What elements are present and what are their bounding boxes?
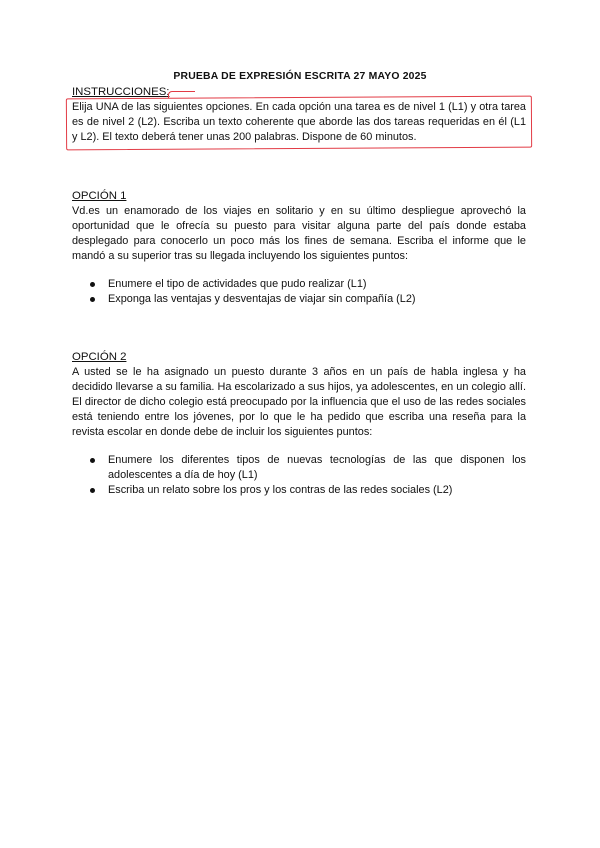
bullet-text: Enumere el tipo de actividades que pudo realizar (L1) bbox=[108, 278, 367, 290]
bullet-text: Enumere los diferentes tipos de nuevas tecnologías de las que disponen los adolescentes a día de hoy (L1) bbox=[108, 454, 526, 481]
option2-heading: OPCIÓN 2 bbox=[72, 351, 127, 363]
option2-text: A usted se le ha asignado un puesto durante 3 años en un país de habla inglesa y ha decidido llevarse a su familia. Ha escolarizado a sus hijos, ya adolescentes, en un colegio allí. El director de dicho colegio está preocupado por la influencia que el uso de las redes sociales está teniendo entre los jóvenes, por lo que le ha pedido que escriba una reseña para la revista escolar en donde debe de incluir los siguientes puntos: bbox=[72, 366, 526, 438]
instructions-heading bbox=[72, 86, 169, 98]
bullet-text: Escriba un relato sobre los pros y los contras de las redes sociales (L2) bbox=[108, 484, 453, 496]
bullet-icon bbox=[90, 282, 95, 287]
list-item bbox=[72, 483, 526, 498]
option2-bullet-list bbox=[72, 453, 526, 498]
bullet-text: Exponga las ventajas y desventajas de viajar sin compañía (L2) bbox=[108, 293, 416, 305]
option1-bullet-list bbox=[72, 277, 526, 307]
list-item bbox=[72, 292, 526, 307]
page-title: PRUEBA DE EXPRESIÓN ESCRITA 27 MAYO 2025 bbox=[173, 71, 427, 82]
instructions-heading-colon: : bbox=[166, 86, 170, 98]
bullet-icon bbox=[90, 297, 95, 302]
list-item bbox=[72, 453, 526, 483]
option1-text: Vd.es un enamorado de los viajes en solitario y en su último despliegue aprovechó la oportunidad que le ofrecía su puesto para visitar alguna parte del país donde estaba desplegado para conocerlo un poco más los fines de semana. Escriba el informe que le mandó a su superior tras su llegada incluyendo los siguientes puntos: bbox=[72, 205, 526, 262]
bullet-icon bbox=[90, 458, 95, 463]
list-item bbox=[72, 277, 526, 292]
option1-heading: OPCIÓN 1 bbox=[72, 190, 127, 202]
instructions-text: Elija UNA de las siguientes opciones. En cada opción una tarea es de nivel 1 (L1) y otra tarea es de nivel 2 (L2). Escriba un texto coherente que aborde las dos tareas requeridas en él (L1 y L2). El texto deberá tener unas 200 palabras. Dispone de 60 minutos. bbox=[72, 101, 526, 143]
instructions-heading-text: INSTRUCCIONES bbox=[72, 86, 167, 98]
bullet-icon bbox=[90, 488, 95, 493]
